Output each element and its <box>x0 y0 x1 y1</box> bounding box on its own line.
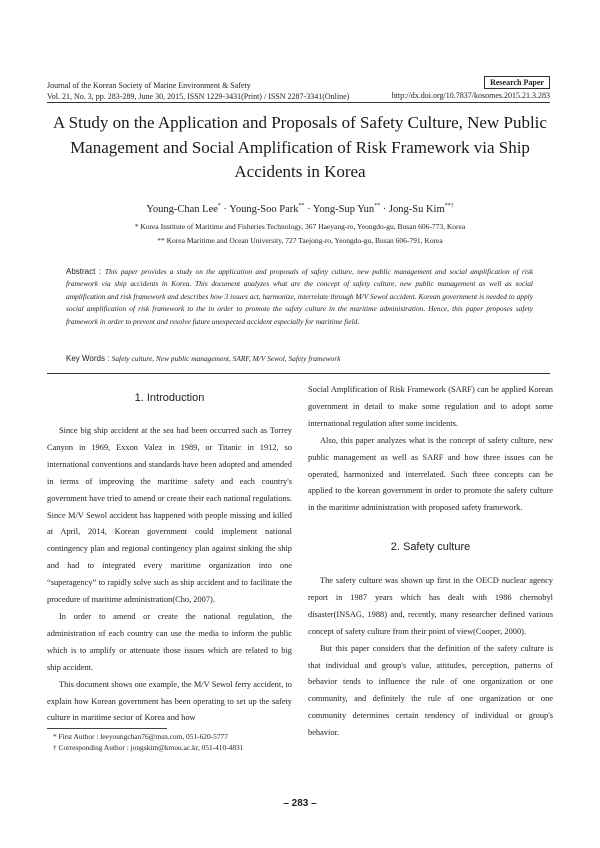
section-heading-safety-culture: 2. Safety culture <box>390 541 471 553</box>
footnote-corresponding-author: † Corresponding Author : jongskim@kmou.ac.kr, 051-410-4831 <box>53 743 244 752</box>
journal-name: Journal of the Korean Society of Marine Environment & Safety <box>47 81 251 90</box>
author-list <box>40 203 560 215</box>
author-separator: · <box>380 204 389 215</box>
author-mark: **† <box>444 203 454 209</box>
right-column-top <box>308 382 553 517</box>
left-column <box>47 423 292 727</box>
affiliation-text: Korea Maritime and Ocean University, 727 Taejong-ro, Yeongdo-gu, Busan 606-791, Korea <box>166 236 443 245</box>
author-separator: · <box>220 204 230 215</box>
header-divider <box>47 102 550 103</box>
author-mark: * <box>217 203 221 209</box>
affiliation-mark: * <box>134 222 139 231</box>
paragraph: The safety culture was shown up first in the OECD nuclear agency report in 1987 years which has dealt with 1986 chernobyl disaster(INSAG, 1988) and, recently, many researcher defined various concept of safety culture from their point of view(Cooper, 2000). <box>308 576 553 636</box>
paragraph: Social Amplification of Risk Framework (SARF) can be applied Korean government in detail to make some regulation and to adopt some international regulation after some incidents. <box>308 385 553 428</box>
paragraph: This document shows one example, the M/V Sewol ferry accident, to explain how Korean government has been operating to set up the safety culture in maritime sector of Korea and how <box>47 679 292 723</box>
doi-link[interactable]: http://dx.doi.org/10.7837/kosomes.2015.21.3.283 <box>391 91 550 100</box>
title-line: Accidents in Korea <box>234 162 366 181</box>
author-mark: ** <box>298 203 305 209</box>
author-mark: ** <box>374 203 381 209</box>
abstract-label: Abstract : <box>66 267 105 276</box>
affiliation-1 <box>40 222 560 231</box>
research-paper-badge: Research Paper <box>484 76 550 89</box>
keywords <box>66 354 533 363</box>
keywords-label: Key Words : <box>66 354 112 363</box>
author-separator: · <box>304 204 313 215</box>
title-line: Management and Social Amplification of Risk Framework via Ship <box>70 137 530 157</box>
affiliation-text: Korea Institute of Maritime and Fisheries Technology, 367 Haeyang-ro, Yeongdo-gu, Busan 606-773, Korea <box>140 222 466 231</box>
footnote-divider <box>47 728 167 729</box>
keywords-text: Safety culture, New public management, SARF, M/V Sewol, Safety framework <box>111 354 341 363</box>
author-name: Yong-Sup Yun <box>312 204 375 215</box>
footnote-first-author: * First Author : leeyoungchan76@msn.com, 051-620-5777 <box>53 732 228 741</box>
author-name: Young-Soo Park <box>229 204 299 215</box>
paragraph: Also, this paper analyzes what is the concept of safety culture, new public management as well as SARF and how three issues can be operated, harmonized and interrelated. Such three concepts can be applied to the korean government in order to promote the safety culture in the maritime administration with proposed safety framework. <box>308 435 553 513</box>
page-number: – 283 – <box>283 798 317 809</box>
abstract <box>66 266 533 328</box>
section-heading-introduction: 1. Introduction <box>134 392 205 404</box>
volume-info: Vol. 21, No. 3, pp. 283-289, June 30, 2015, ISSN 1229-3431(Print) / ISSN 2287-3341(Online) <box>47 92 350 101</box>
author-name: Young-Chan Lee <box>146 204 218 215</box>
affiliation-2 <box>40 236 560 245</box>
title-line: A Study on the Application and Proposals of Safety Culture, New Public <box>53 113 547 132</box>
journal-header <box>47 80 349 102</box>
abstract-divider <box>47 373 550 374</box>
paragraph: Since big ship accident at the sea had been occurred such as Torrey Canyon in 1969, Exxon Valez in 1989, or Titanic in 1912, so international conventions and standards have been adopted and amended in terms of improving the maritime safety and each country's government have tried to amend or create their each national regulations. Since M/V Sewol accident has happened with people missing and killed at April, 2014, Korean government could implement national contingency plan and regional contingency plan against sinking the ship and had to integrated every maritime organization into one “superagency” to rapidly solve such as ship accident and to facilitate the procedure of maritime administration(Cho, 2007). <box>47 426 292 605</box>
affiliation-mark: ** <box>157 236 165 245</box>
paper-title <box>40 111 560 185</box>
paragraph: But this paper considers that the definition of the safety culture is that individual and group's value, attitudes, perception, patterns of behavior tends to influence the rule of one organization or one community, and definitely the rule of one organization or one community determines certain tendency of individual or group's behavior. <box>308 643 553 738</box>
right-column-bottom <box>308 573 553 742</box>
author-name: Jong-Su Kim <box>388 204 445 215</box>
paragraph: In order to amend or create the national regulation, the administration of each country can use the media to inform the public which is to amplify or attenuate those issues which are related to big ship accident. <box>47 611 292 672</box>
abstract-text: This paper provides a study on the application and proposals of safety culture, new public management and social amplification of risk framework via ship accidents in Korea. This document analyzes what are the concept of safety culture, new public management as well as social amplification and risk framework and describes how 3 issues act, harmonize, interrelate through M/V Sewol accident. Korean government is needed to apply social amplification of risk framework to the in order to promote the safety culture in the maritime administration. Hence, this paper proposes safety framework in order to prevent and resolve future unexpected accident especially for maritime field. <box>66 267 533 326</box>
